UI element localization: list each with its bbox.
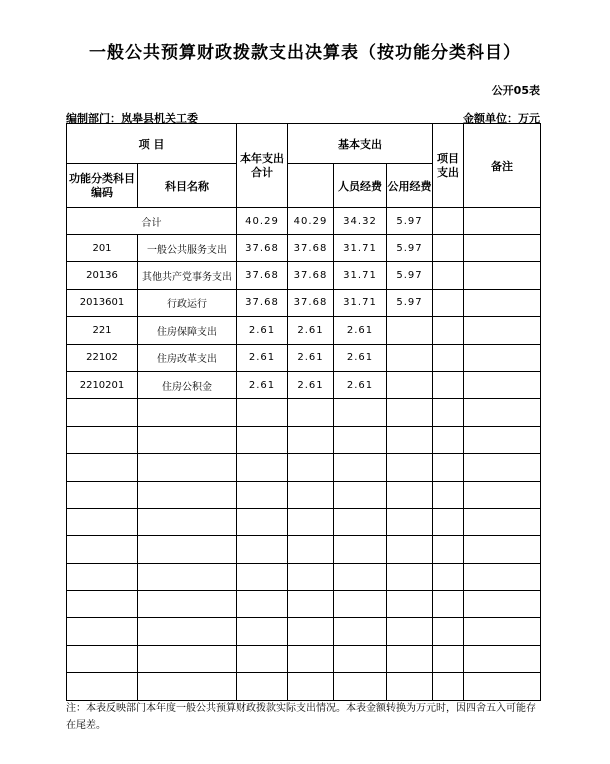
cell-basic <box>288 618 334 645</box>
header-basic: 基本支出 <box>288 124 433 164</box>
table-row <box>67 508 541 535</box>
cell-remarks <box>464 454 541 481</box>
cell-name <box>138 508 237 535</box>
cell-project <box>433 317 464 344</box>
cell-basic: 37.68 <box>288 235 334 262</box>
cell-public: 5.97 <box>387 235 433 262</box>
table-row <box>67 262 541 289</box>
cell-code <box>67 454 138 481</box>
cell-project <box>433 536 464 563</box>
cell-public <box>387 481 433 508</box>
cell-annual: 37.68 <box>237 289 288 316</box>
table-row <box>67 235 541 262</box>
cell-name: 住房公积金 <box>138 371 237 398</box>
cell-project <box>433 454 464 481</box>
cell-annual <box>237 673 288 700</box>
cell-basic <box>288 673 334 700</box>
cell-personnel: 31.71 <box>334 262 387 289</box>
table-row <box>67 591 541 618</box>
cell-basic <box>288 399 334 426</box>
cell-remarks <box>464 426 541 453</box>
form-number: 公开05表 <box>491 84 540 97</box>
total-label: 合计 <box>67 208 237 235</box>
cell-annual <box>237 426 288 453</box>
cell-project <box>433 426 464 453</box>
cell-remarks <box>464 508 541 535</box>
header-annual-total: 本年支出合计 <box>237 124 288 208</box>
total-public: 5.97 <box>387 208 433 235</box>
cell-annual <box>237 536 288 563</box>
cell-public <box>387 536 433 563</box>
cell-public <box>387 399 433 426</box>
cell-project <box>433 289 464 316</box>
table-row <box>67 317 541 344</box>
cell-personnel: 2.61 <box>334 344 387 371</box>
cell-annual: 37.68 <box>237 235 288 262</box>
cell-personnel: 31.71 <box>334 289 387 316</box>
cell-annual <box>237 481 288 508</box>
cell-public <box>387 317 433 344</box>
cell-basic <box>288 481 334 508</box>
table-row <box>67 673 541 700</box>
cell-basic: 2.61 <box>288 371 334 398</box>
cell-public <box>387 454 433 481</box>
cell-personnel <box>334 426 387 453</box>
cell-name: 一般公共服务支出 <box>138 235 237 262</box>
cell-code <box>67 618 138 645</box>
total-personnel: 34.32 <box>334 208 387 235</box>
cell-project <box>433 481 464 508</box>
cell-name <box>138 591 237 618</box>
cell-project <box>433 563 464 590</box>
cell-basic <box>288 563 334 590</box>
cell-basic <box>288 536 334 563</box>
header-code: 功能分类科目编码 <box>67 164 138 208</box>
cell-project <box>433 371 464 398</box>
cell-code <box>67 563 138 590</box>
cell-code: 2210201 <box>67 371 138 398</box>
cell-project <box>433 645 464 672</box>
cell-basic <box>288 645 334 672</box>
header-name: 科目名称 <box>138 164 237 208</box>
table-row <box>67 399 541 426</box>
cell-name: 其他共产党事务支出 <box>138 262 237 289</box>
cell-name <box>138 481 237 508</box>
total-basic: 40.29 <box>288 208 334 235</box>
cell-name <box>138 645 237 672</box>
cell-project <box>433 673 464 700</box>
cell-annual: 2.61 <box>237 371 288 398</box>
cell-basic <box>288 591 334 618</box>
cell-name <box>138 618 237 645</box>
table-row <box>67 645 541 672</box>
cell-basic: 2.61 <box>288 344 334 371</box>
table-row <box>67 371 541 398</box>
cell-personnel <box>334 399 387 426</box>
cell-personnel <box>334 673 387 700</box>
cell-public <box>387 673 433 700</box>
table-row <box>67 289 541 316</box>
cell-name <box>138 673 237 700</box>
table-row <box>67 618 541 645</box>
cell-code <box>67 536 138 563</box>
cell-code: 20136 <box>67 262 138 289</box>
cell-name <box>138 399 237 426</box>
header-public: 公用经费 <box>387 164 433 208</box>
unit-label: 金额单位：万元 <box>463 112 540 125</box>
cell-public <box>387 344 433 371</box>
cell-annual <box>237 618 288 645</box>
cell-project <box>433 508 464 535</box>
total-row <box>67 208 541 235</box>
cell-code <box>67 426 138 453</box>
cell-code <box>67 399 138 426</box>
cell-project <box>433 399 464 426</box>
cell-personnel <box>334 618 387 645</box>
cell-remarks <box>464 235 541 262</box>
cell-annual: 37.68 <box>237 262 288 289</box>
cell-name <box>138 454 237 481</box>
cell-annual: 2.61 <box>237 344 288 371</box>
cell-project <box>433 591 464 618</box>
expenditure-table <box>66 123 541 701</box>
cell-remarks <box>464 399 541 426</box>
cell-code: 22102 <box>67 344 138 371</box>
cell-code <box>67 673 138 700</box>
table-row <box>67 536 541 563</box>
cell-code <box>67 591 138 618</box>
header-personnel: 人员经费 <box>334 164 387 208</box>
cell-public <box>387 618 433 645</box>
cell-project <box>433 262 464 289</box>
cell-annual <box>237 563 288 590</box>
cell-remarks <box>464 563 541 590</box>
cell-public <box>387 563 433 590</box>
cell-project <box>433 344 464 371</box>
header-project: 项目支出 <box>433 124 464 208</box>
cell-code: 201 <box>67 235 138 262</box>
cell-remarks <box>464 371 541 398</box>
cell-code: 2013601 <box>67 289 138 316</box>
cell-remarks <box>464 645 541 672</box>
cell-name: 住房保障支出 <box>138 317 237 344</box>
cell-personnel <box>334 481 387 508</box>
cell-remarks <box>464 618 541 645</box>
cell-project <box>433 618 464 645</box>
cell-annual: 2.61 <box>237 317 288 344</box>
cell-public <box>387 508 433 535</box>
cell-personnel <box>334 645 387 672</box>
cell-annual <box>237 645 288 672</box>
cell-remarks <box>464 536 541 563</box>
cell-personnel: 2.61 <box>334 317 387 344</box>
cell-remarks <box>464 591 541 618</box>
cell-basic <box>288 508 334 535</box>
cell-code <box>67 481 138 508</box>
cell-public: 5.97 <box>387 262 433 289</box>
cell-annual <box>237 591 288 618</box>
cell-public <box>387 645 433 672</box>
cell-personnel <box>334 536 387 563</box>
cell-name <box>138 426 237 453</box>
cell-public <box>387 426 433 453</box>
cell-annual <box>237 454 288 481</box>
header-row-1 <box>67 124 541 164</box>
table-row <box>67 563 541 590</box>
cell-personnel: 2.61 <box>334 371 387 398</box>
table-row <box>67 426 541 453</box>
cell-remarks <box>464 289 541 316</box>
cell-remarks <box>464 673 541 700</box>
cell-name: 行政运行 <box>138 289 237 316</box>
cell-public: 5.97 <box>387 289 433 316</box>
cell-remarks <box>464 262 541 289</box>
header-basic-blank <box>288 164 334 208</box>
cell-remarks <box>464 481 541 508</box>
footnote: 注：本表反映部门本年度一般公共预算财政拨款实际支出情况。本表金额转换为万元时，因四舍五入可能存在尾差。 <box>66 703 536 731</box>
cell-remarks <box>464 344 541 371</box>
cell-name <box>138 536 237 563</box>
cell-project <box>433 235 464 262</box>
cell-code: 221 <box>67 317 138 344</box>
table-row <box>67 454 541 481</box>
page-title: 一般公共预算财政拨款支出决算表（按功能分类科目） <box>89 43 521 63</box>
header-item: 项 目 <box>67 124 237 164</box>
cell-public <box>387 591 433 618</box>
cell-personnel <box>334 563 387 590</box>
cell-remarks <box>464 317 541 344</box>
cell-personnel <box>334 508 387 535</box>
header-remarks: 备注 <box>464 124 541 208</box>
table-row <box>67 481 541 508</box>
cell-annual <box>237 399 288 426</box>
cell-basic <box>288 454 334 481</box>
total-remarks <box>464 208 541 235</box>
cell-name: 住房改革支出 <box>138 344 237 371</box>
cell-name <box>138 563 237 590</box>
cell-basic: 37.68 <box>288 289 334 316</box>
cell-basic <box>288 426 334 453</box>
cell-basic: 2.61 <box>288 317 334 344</box>
total-project <box>433 208 464 235</box>
cell-public <box>387 371 433 398</box>
total-annual: 40.29 <box>237 208 288 235</box>
table-row <box>67 344 541 371</box>
cell-personnel <box>334 454 387 481</box>
cell-annual <box>237 508 288 535</box>
cell-code <box>67 645 138 672</box>
cell-personnel: 31.71 <box>334 235 387 262</box>
department-label: 编制部门：岚皋县机关工委 <box>66 112 198 125</box>
cell-basic: 37.68 <box>288 262 334 289</box>
cell-personnel <box>334 591 387 618</box>
cell-code <box>67 508 138 535</box>
